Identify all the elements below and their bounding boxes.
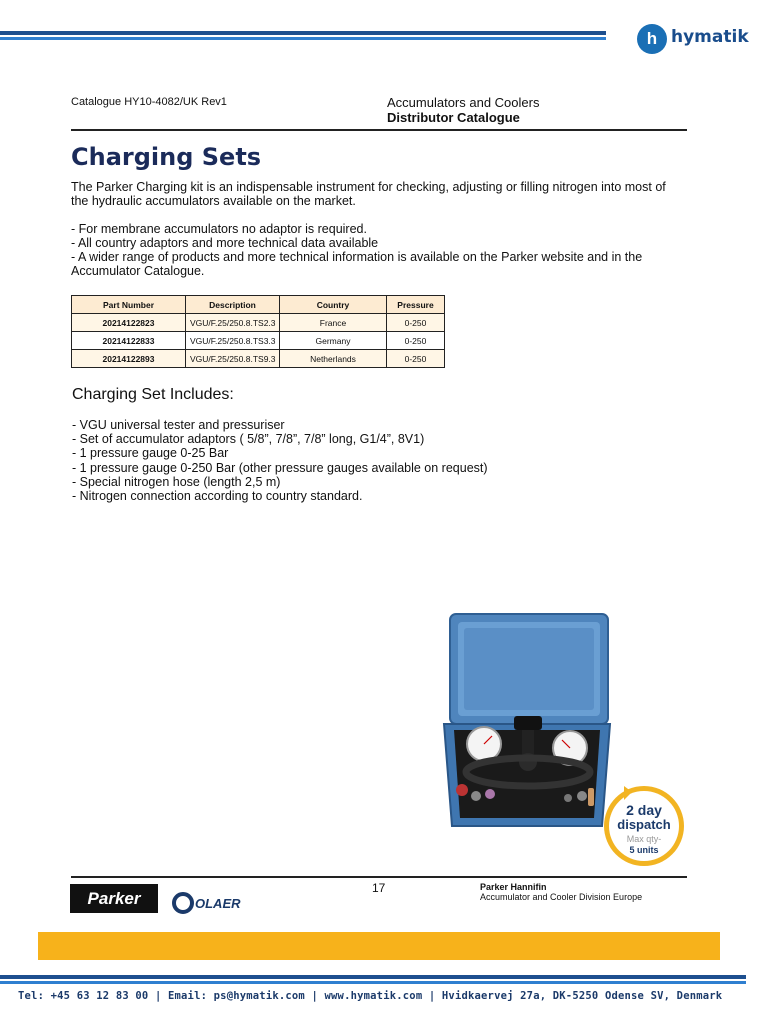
footer-stripe-light — [0, 981, 746, 984]
note-item: - For membrane accumulators no adaptor is required. — [71, 222, 367, 236]
dispatch-badge — [600, 778, 690, 870]
page-title: Charging Sets — [71, 143, 262, 171]
olaer-logo-text: OLAER — [195, 896, 241, 911]
division-name: Accumulator and Cooler Division Europe — [480, 892, 643, 902]
include-item: - 1 pressure gauge 0-250 Bar (other pressure gauges available on request) — [72, 460, 488, 475]
contact-line: Tel: +45 63 12 83 00 | Email: ps@hymatik.com | www.hymatik.com | Hvidkaervej 27a, DK-5250 Odense SV, Denmark — [18, 990, 723, 1002]
charging-kit-photo — [442, 612, 612, 834]
parker-logo: Parker — [70, 884, 158, 913]
column-header: Description — [186, 296, 280, 314]
page-number: 17 — [372, 881, 386, 895]
pressure-cell: 0-250 — [387, 314, 445, 332]
include-item: - VGU universal tester and pressuriser — [72, 418, 285, 432]
catalogue-number: Catalogue HY10-4082/UK Rev1 — [71, 96, 227, 108]
include-item: - Set of accumulator adaptors ( 5/8”, 7/8”, 7/8” long, G1/4”, 8V1) — [72, 432, 425, 447]
parts-table — [71, 295, 445, 368]
company-name: Parker Hannifin — [480, 882, 547, 892]
table-header-row — [72, 296, 445, 314]
hymatik-logo-text: hymatik — [671, 27, 749, 47]
table-row — [72, 314, 445, 332]
description-cell: VGU/F.25/250.8.TS3.3 — [186, 332, 280, 350]
olaer-logo — [172, 892, 252, 914]
country-cell: France — [280, 314, 387, 332]
include-item: - Special nitrogen hose (length 2,5 m) — [72, 474, 281, 489]
description-cell: VGU/F.25/250.8.TS9.3 — [186, 350, 280, 368]
notes-list — [71, 222, 681, 278]
hymatik-logo-icon: h — [637, 24, 667, 54]
section-title: Accumulators and Coolers — [387, 95, 540, 110]
table-row — [72, 332, 445, 350]
includes-list — [72, 418, 488, 503]
column-header: Country — [280, 296, 387, 314]
includes-heading: Charging Set Includes: — [72, 386, 234, 403]
include-item: - Nitrogen connection according to country standard. — [72, 489, 363, 504]
badge-line2: dispatch — [617, 817, 671, 832]
part-number-cell: 20214122833 — [72, 332, 186, 350]
footer-divider — [71, 876, 687, 878]
part-number-cell: 20214122893 — [72, 350, 186, 368]
footer-stripe-dark — [0, 975, 746, 979]
badge-line4: 5 units — [629, 845, 659, 855]
pressure-cell: 0-250 — [387, 350, 445, 368]
subsection-title: Distributor Catalogue — [387, 110, 520, 125]
column-header: Pressure — [387, 296, 445, 314]
header-divider — [71, 129, 687, 131]
column-header: Part Number — [72, 296, 186, 314]
pressure-cell: 0-250 — [387, 332, 445, 350]
note-item: - All country adaptors and more technical data available — [71, 236, 379, 250]
top-stripe-dark — [0, 31, 606, 35]
description-cell: VGU/F.25/250.8.TS2.3 — [186, 314, 280, 332]
intro-paragraph: The Parker Charging kit is an indispensable instrument for checking, adjusting or filling nitrogen into most of the hydraulic accumulators available on the market. — [71, 180, 666, 208]
badge-line1: 2 day — [626, 802, 662, 818]
badge-line3: Max qty- — [626, 834, 662, 844]
country-cell: Germany — [280, 332, 387, 350]
table-row — [72, 350, 445, 368]
country-cell: Netherlands — [280, 350, 387, 368]
include-item: - 1 pressure gauge 0-25 Bar — [72, 446, 229, 461]
part-number-cell: 20214122823 — [72, 314, 186, 332]
note-item: - A wider range of products and more technical information is available on the Parker website and in the Accumulator Catalogue. — [71, 250, 643, 278]
orange-banner — [38, 932, 720, 960]
top-stripe-light — [0, 37, 606, 40]
